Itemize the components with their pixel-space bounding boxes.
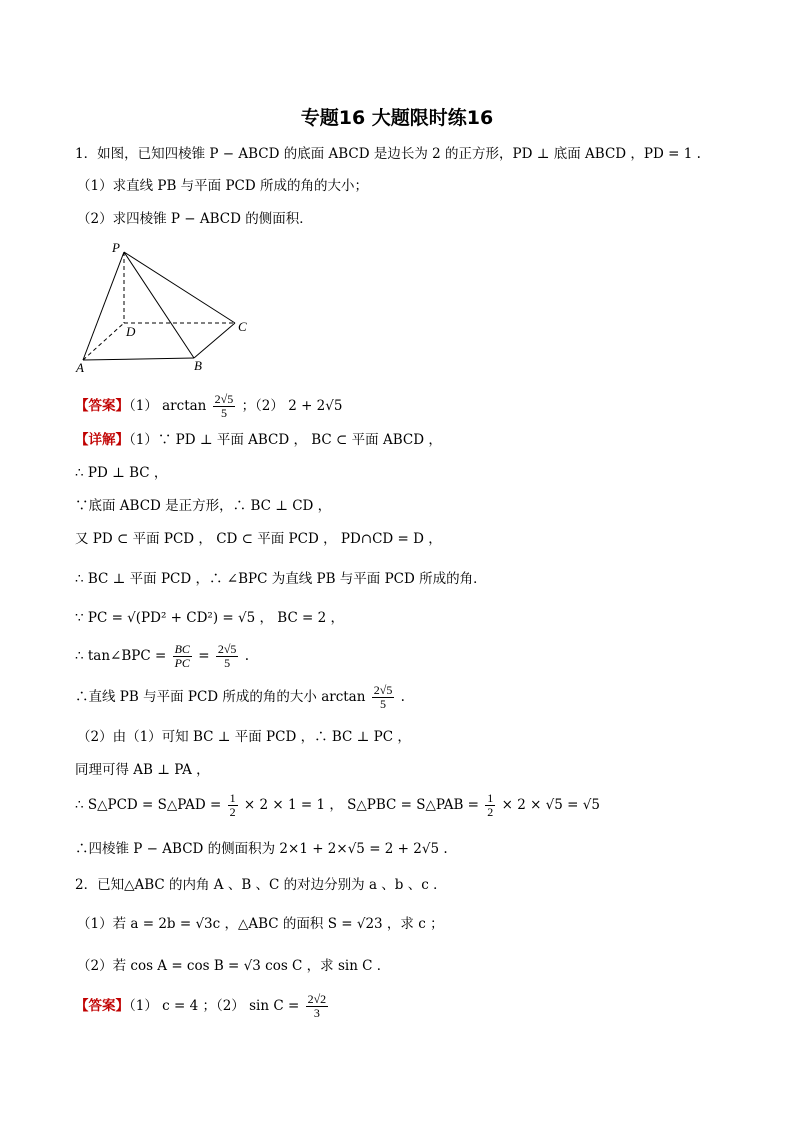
q1-detail-11: ∴ S△PCD = S△PAD = $\frac{1}{2}$ × 2 × 1 = 1 ， S△PBC = S△PAB = $\frac{1}{2}$ × 2 × √5 = √5 <box>75 791 600 819</box>
q2-part1: （1）若 a = 2b = √3c ，△ABC 的面积 S = √23 ，求 c ； <box>77 916 444 932</box>
q1-part2: （2）求四棱锥 P − ABCD 的侧面积． <box>77 211 313 227</box>
label-P: P <box>112 240 120 255</box>
fraction: $\frac{2√5}{5}$ <box>217 642 237 670</box>
label-A: A <box>76 360 84 373</box>
detail-tag: 【详解】 <box>75 432 129 448</box>
pyramid-figure <box>70 238 260 373</box>
q1-answer: 【答案】（1） arctan $\frac{2√5}{5}$ ；（2） 2 + 2√5 <box>75 392 343 420</box>
q1-detail-10: 同理可得 AB ⊥ PA ， <box>75 762 210 778</box>
q1-detail-5: ∴ BC ⊥ 平面 PCD ，∴ ∠BPC 为直线 PB 与平面 PCD 所成的角． <box>75 571 487 587</box>
label-B: B <box>194 358 202 373</box>
q1-detail-12: ∴四棱锥 P − ABCD 的侧面积为 2×1 + 2×√5 = 2 + 2√5 . <box>75 841 448 857</box>
edge-AD <box>83 323 124 360</box>
fraction: $\frac{BC}{PC}$ <box>174 642 190 670</box>
edge-PA <box>83 252 124 360</box>
edge-BC <box>194 323 235 358</box>
q1-detail-6: ∵ PC = √(PD² + CD²) = √5 ， BC = 2 ， <box>75 610 345 626</box>
q2-part2: （2）若 cos A = cos B = √3 cos C ，求 sin C ． <box>77 958 391 974</box>
fraction: $\frac{1}{2}$ <box>229 791 236 819</box>
edge-AB <box>83 358 194 360</box>
q1-part1: （1）求直线 PB 与平面 PCD 所成的角的大小； <box>77 178 368 194</box>
q1-detail-4: 又 PD ⊂ 平面 PCD ， CD ⊂ 平面 PCD ， PD∩CD = D ， <box>75 531 442 547</box>
q1-detail-8: ∴直线 PB 与平面 PCD 所成的角的大小 arctan $\frac{2√5}{5}$ . <box>75 683 405 711</box>
edge-PC <box>124 252 235 323</box>
q2-stem: 2．已知△ABC 的内角 A 、B 、C 的对边分别为 a 、b 、c ． <box>75 877 447 893</box>
q2-answer: 【答案】（1） c = 4 ；（2） sin C = $\frac{2√2}{3}$ <box>75 992 327 1020</box>
answer-tag: 【答案】 <box>75 398 129 414</box>
q1-detail-3: ∵底面 ABCD 是正方形，∴ BC ⊥ CD ， <box>75 498 332 514</box>
q1-detail-9: （2）由（1）可知 BC ⊥ 平面 PCD ，∴ BC ⊥ PC ， <box>77 729 411 745</box>
label-D: D <box>126 324 136 339</box>
q1-stem: 1．如图，已知四棱锥 P − ABCD 的底面 ABCD 是边长为 2 的正方形，PD ⊥ 底面 ABCD ，PD = 1 . <box>75 146 701 162</box>
q1-detail-2: ∴ PD ⊥ BC ， <box>75 465 168 481</box>
fraction: $\frac{2√5}{5}$ <box>373 683 393 711</box>
answer-tag: 【答案】 <box>75 998 129 1014</box>
page-title: 专题16 大题限时练16 <box>300 107 494 129</box>
q1-detail-7: ∴ tan∠BPC = $\frac{BC}{PC}$ = $\frac{2√5}{5}$ . <box>75 642 250 670</box>
fraction: $\frac{2√2}{3}$ <box>307 992 327 1020</box>
fraction: $\frac{1}{2}$ <box>487 791 494 819</box>
edge-PB <box>124 252 194 358</box>
label-C: C <box>238 319 247 334</box>
q1-detail-1: 【详解】（1）∵ PD ⊥ 平面 ABCD ， BC ⊂ 平面 ABCD ， <box>75 432 442 448</box>
fraction: $\frac{2√5}{5}$ <box>214 392 234 420</box>
